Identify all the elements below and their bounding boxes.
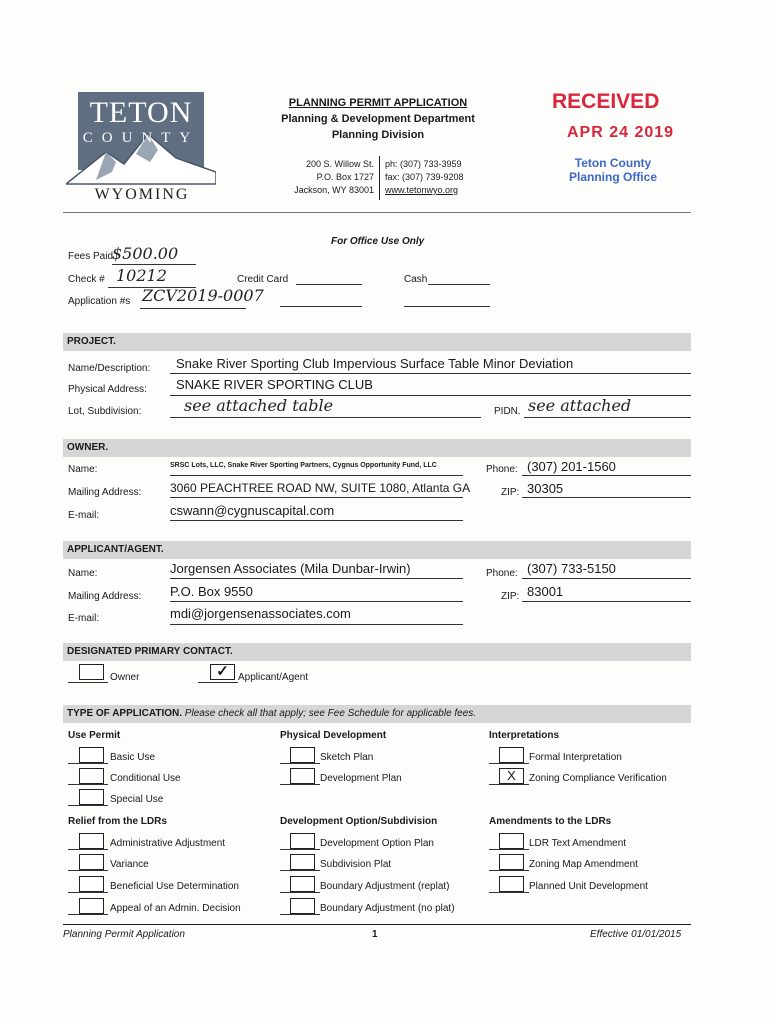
type-heading: TYPE OF APPLICATION. (67, 708, 183, 719)
owner-mailing-line (170, 497, 463, 498)
boundary-adjustment-replat-checkbox[interactable] (290, 876, 315, 892)
development-option-heading: Development Option/Subdivision (280, 816, 438, 827)
owner-zip-label: ZIP: (501, 487, 520, 498)
variance-label: Variance (110, 859, 149, 870)
conditional-use-checkbox[interactable] (79, 768, 104, 784)
appeal-admin-decision-checkbox[interactable] (79, 898, 104, 914)
logo-line2: COUNTY (82, 130, 200, 146)
amendments-heading: Amendments to the LDRs (489, 816, 612, 827)
fees-paid-line (112, 264, 196, 265)
owner-section-heading: OWNER. (63, 439, 691, 457)
project-name-value: Snake River Sporting Club Impervious Surface Table Minor Deviation (176, 356, 574, 371)
owner-name-label: Name: (68, 464, 98, 475)
application-number-line-3 (404, 306, 490, 307)
applicant-mailing-label: Mailing Address: (68, 591, 142, 602)
special-use-checkbox[interactable] (79, 789, 104, 805)
owner-email-line (170, 520, 463, 521)
administrative-adjustment-label: Administrative Adjustment (110, 838, 226, 849)
physical-address-value: SNAKE RIVER SPORTING CLUB (176, 377, 373, 392)
checkbox-baseline (489, 892, 529, 893)
website-link[interactable]: www.tetonwyo.org (385, 185, 459, 195)
checkbox-baseline (280, 849, 320, 850)
checkbox-baseline (68, 849, 108, 850)
owner-name-line (170, 475, 463, 476)
applicant-name-label: Name: (68, 568, 98, 579)
lot-subdivision-value: see attached table (184, 396, 334, 415)
office-use-heading: For Office Use Only (331, 236, 425, 247)
zoning-compliance-checkbox[interactable]: X (499, 768, 524, 784)
fees-paid-value: $500.00 (112, 244, 179, 263)
fax-text: fax: (307) 739-9208 (385, 172, 464, 182)
application-number-line-2 (280, 306, 362, 307)
interpretations-heading: Interpretations (489, 730, 560, 741)
contact-block (385, 158, 464, 197)
owner-phone-value: (307) 201-1560 (527, 459, 616, 474)
formal-interpretation-label: Formal Interpretation (529, 752, 622, 763)
pidn-label: PIDN. (494, 406, 521, 417)
department-name: Planning & Development Department (281, 113, 475, 125)
address-line: Jackson, WY 83001 (294, 185, 374, 195)
checkbox-baseline (280, 914, 320, 915)
checkbox-baseline (280, 784, 320, 785)
header-divider (63, 212, 691, 213)
received-date: APR 24 2019 (567, 124, 675, 141)
lot-subdivision-label: Lot, Subdivision: (68, 406, 142, 417)
checkbox-baseline (280, 892, 320, 893)
logo-line1: TETON (89, 96, 193, 129)
applicant-phone-label: Phone: (486, 568, 518, 579)
owner-contact-baseline (68, 682, 108, 683)
development-plan-checkbox[interactable] (290, 768, 315, 784)
stamp-office-line1: Teton County (574, 156, 652, 170)
planned-unit-development-label: Planned Unit Development (529, 881, 648, 892)
applicant-mailing-value: P.O. Box 9550 (170, 584, 253, 599)
owner-contact-label: Owner (110, 672, 140, 683)
applicant-name-value: Jorgensen Associates (Mila Dunbar-Irwin) (170, 561, 411, 576)
cash-line (428, 284, 490, 285)
teton-county-logo (66, 92, 216, 204)
owner-email-label: E-mail: (68, 510, 100, 521)
conditional-use-label: Conditional Use (110, 773, 181, 784)
zoning-map-amendment-label: Zoning Map Amendment (529, 859, 638, 870)
zoning-map-amendment-checkbox[interactable] (499, 854, 524, 870)
type-heading-note: Please check all that apply; see Fee Schedule for applicable fees. (184, 708, 477, 719)
owner-email-value: cswann@cygnuscapital.com (170, 503, 335, 518)
checkbox-baseline (68, 784, 108, 785)
phone-text: ph: (307) 733-3959 (385, 159, 462, 169)
owner-phone-line (522, 475, 691, 476)
applicant-phone-line (522, 578, 691, 579)
applicant-zip-label: ZIP: (501, 591, 520, 602)
beneficial-use-label: Beneficial Use Determination (110, 881, 239, 892)
boundary-adjustment-no-plat-checkbox[interactable] (290, 898, 315, 914)
checkbox-baseline (68, 870, 108, 871)
development-plan-label: Development Plan (320, 773, 402, 784)
use-permit-heading: Use Permit (68, 730, 121, 741)
application-number-label: Application #s (68, 296, 131, 307)
contact-section-heading: DESIGNATED PRIMARY CONTACT. (63, 643, 691, 661)
mailing-address-block (282, 158, 374, 197)
applicant-email-value: mdi@jorgensenassociates.com (170, 606, 351, 621)
physical-address-label: Physical Address: (68, 384, 147, 395)
relief-heading: Relief from the LDRs (68, 816, 167, 827)
address-line: P.O. Box 1727 (316, 172, 374, 182)
check-number-value: 10212 (116, 266, 167, 285)
boundary-adjustment-no-plat-label: Boundary Adjustment (no plat) (320, 903, 455, 914)
sketch-plan-label: Sketch Plan (320, 752, 374, 763)
owner-contact-checkbox[interactable] (79, 664, 104, 680)
type-section-heading (63, 705, 691, 723)
owner-mailing-label: Mailing Address: (68, 487, 142, 498)
applicant-mailing-line (170, 601, 463, 602)
sketch-plan-checkbox[interactable] (290, 747, 315, 763)
project-name-label: Name/Description: (68, 363, 151, 374)
fees-paid-label: Fees Paid (68, 251, 114, 262)
form-title: PLANNING PERMIT APPLICATION (288, 97, 468, 109)
credit-card-label: Credit Card (237, 274, 289, 285)
appeal-admin-decision-label: Appeal of an Admin. Decision (110, 903, 241, 914)
administrative-adjustment-checkbox[interactable] (79, 833, 104, 849)
applicant-email-line (170, 624, 463, 625)
footer-effective-date: Effective 01/01/2015 (590, 929, 682, 940)
checkbox-baseline (68, 805, 108, 806)
address-divider (379, 156, 380, 200)
logo-line3: WYOMING (94, 186, 190, 203)
development-option-plan-checkbox[interactable] (290, 833, 315, 849)
formal-interpretation-checkbox[interactable] (499, 747, 524, 763)
applicant-phone-value: (307) 733-5150 (527, 561, 616, 576)
application-number-value: ZCV2019-0007 (142, 286, 264, 305)
footer-form-name: Planning Permit Application (63, 929, 185, 940)
owner-phone-label: Phone: (486, 464, 518, 475)
ldr-text-amendment-checkbox[interactable] (499, 833, 524, 849)
basic-use-label: Basic Use (110, 752, 156, 763)
agent-contact-checkbox[interactable]: ✓ (210, 664, 235, 680)
zoning-compliance-label: Zoning Compliance Verification (529, 773, 667, 784)
beneficial-use-checkbox[interactable] (79, 876, 104, 892)
stamp-office-line2: Planning Office (568, 170, 657, 184)
credit-card-line (296, 284, 362, 285)
application-number-line (140, 308, 246, 309)
physical-development-heading: Physical Development (280, 730, 387, 741)
development-option-plan-label: Development Option Plan (320, 838, 434, 849)
variance-checkbox[interactable] (79, 854, 104, 870)
owner-mailing-value: 3060 PEACHTREE ROAD NW, SUITE 1080, Atlanta GA (170, 481, 471, 495)
project-name-line (170, 373, 691, 374)
checkbox-baseline (280, 763, 320, 764)
cash-label: Cash (404, 274, 428, 285)
basic-use-checkbox[interactable] (79, 747, 104, 763)
checkbox-baseline (68, 763, 108, 764)
address-line: 200 S. Willow St. (305, 159, 374, 169)
footer-divider (63, 924, 691, 925)
checkbox-baseline (68, 914, 108, 915)
checkbox-baseline (489, 870, 529, 871)
checkbox-baseline (280, 870, 320, 871)
applicant-zip-line (522, 601, 691, 602)
checkbox-baseline (489, 849, 529, 850)
checkbox-baseline (489, 763, 529, 764)
subdivision-plat-label: Subdivision Plat (320, 859, 392, 870)
check-number-label: Check # (68, 274, 105, 285)
checkbox-baseline (68, 892, 108, 893)
boundary-adjustment-replat-label: Boundary Adjustment (replat) (320, 881, 450, 892)
checkbox-baseline (489, 784, 529, 785)
pidn-value: see attached (528, 396, 632, 415)
subdivision-plat-checkbox[interactable] (290, 854, 315, 870)
agent-contact-label: Applicant/Agent (238, 672, 309, 683)
division-name: Planning Division (331, 129, 425, 141)
planned-unit-development-checkbox[interactable] (499, 876, 524, 892)
applicant-section-heading: APPLICANT/AGENT. (63, 541, 691, 559)
applicant-email-label: E-mail: (68, 613, 100, 624)
owner-name-value: SRSC Lots, LLC, Snake River Sporting Partners, Cygnus Opportunity Fund, LLC (170, 462, 437, 469)
agent-contact-baseline (198, 682, 238, 683)
pidn-line (524, 417, 691, 418)
page-number: 1 (372, 929, 378, 940)
lot-subdivision-line (170, 417, 481, 418)
special-use-label: Special Use (110, 794, 164, 805)
owner-zip-value: 30305 (527, 481, 564, 496)
applicant-zip-value: 83001 (527, 584, 564, 599)
owner-zip-line (522, 497, 691, 498)
ldr-text-amendment-label: LDR Text Amendment (529, 838, 627, 849)
applicant-name-line (170, 578, 463, 579)
project-section-heading: PROJECT. (63, 333, 691, 351)
received-stamp: RECEIVED (552, 90, 660, 113)
